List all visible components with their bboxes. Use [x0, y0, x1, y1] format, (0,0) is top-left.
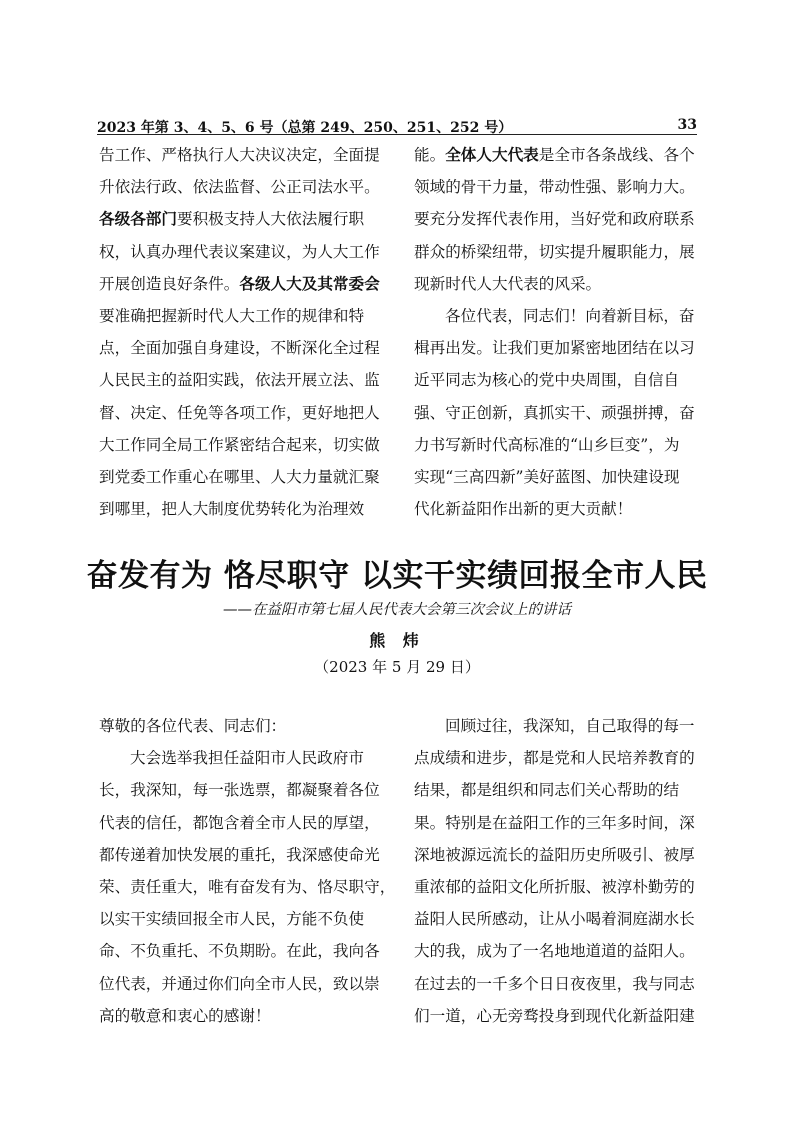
text-line: [99, 935, 382, 967]
text-line: [99, 203, 382, 235]
issue-info: 2023 年第 3、4、5、6 号（总第 249、250、251、252 号）: [97, 120, 513, 136]
article-title: 奋发有为 恪尽职守 以实干实绩回报全市人民: [86, 558, 708, 594]
text-run: 实现“三高四新”美好蓝图、加快建设现: [414, 467, 680, 486]
text-line: [99, 429, 382, 461]
text-line: [99, 968, 382, 1000]
text-run: 点，全面加强自身建设，不断深化全过程: [99, 339, 380, 358]
text-line: [99, 268, 382, 300]
text-run: 群众的桥梁纽带，切实提升履职能力，展: [414, 242, 695, 261]
text-line: [414, 493, 697, 525]
top-right-column: [414, 139, 697, 525]
text-run: 大会选举我担任益阳市人民政府市: [130, 749, 364, 768]
text-line: [99, 493, 382, 525]
text-line: [99, 236, 382, 268]
header-rule: [97, 134, 697, 135]
text-line: [414, 461, 697, 493]
text-run: 开展创造良好条件。: [99, 274, 240, 293]
text-run: 楫再出发。让我们更加紧密地团结在以习: [414, 339, 695, 358]
text-run: 大工作同全局工作紧密结合起来，切实做: [99, 435, 380, 454]
bold-lead-phrase: 全体人大代表: [445, 146, 539, 164]
text-run: 现新时代人大代表的风采。: [414, 274, 602, 293]
text-run: 高的敬意和衷心的感谢！: [99, 1006, 271, 1025]
text-line: [414, 236, 697, 268]
text-line: [414, 710, 697, 742]
text-run: 代化新益阳作出新的更大贡献！: [414, 500, 633, 519]
text-run: 大的我，成为了一名地地道道的益阳人。: [414, 942, 695, 961]
text-line: [414, 171, 697, 203]
text-run: 果。特别是在益阳工作的三年多时间，深: [414, 813, 695, 832]
text-line: [414, 968, 697, 1000]
text-run: 要积极支持人大依法履行职: [176, 210, 365, 229]
text-run: 位代表，并通过你们向全市人民，致以崇: [99, 974, 380, 993]
text-run: 重浓郁的益阳文化所折服、被淳朴勤劳的: [414, 877, 695, 896]
text-line: [99, 139, 382, 171]
text-run: 要准确把握新时代人大工作的规律和特: [99, 306, 365, 325]
text-run: 各位代表，同志们！向着新目标，奋: [445, 306, 695, 325]
text-line: [99, 332, 382, 364]
text-line: [414, 139, 697, 171]
bottom-left-column: [99, 710, 396, 1032]
text-run: 到哪里，把人大制度优势转化为治理效: [99, 500, 365, 519]
text-line: [414, 300, 697, 332]
text-run: 领域的骨干力量，带动性强、影响力大。: [414, 178, 695, 197]
bold-lead-phrase: 各级各部门: [99, 210, 177, 229]
text-run: 荣、责任重大，唯有奋发有为、恪尽职守，: [99, 877, 396, 896]
text-line: [414, 397, 697, 429]
text-line: [414, 903, 697, 935]
text-line: [414, 807, 697, 839]
text-run: 督、决定、任免等各项工作，更好地把人: [99, 403, 380, 422]
text-run: 力书写新时代高标准的“山乡巨变”，为: [414, 435, 680, 454]
text-line: [99, 903, 382, 935]
text-run: 人民民主的益阳实践，依法开展立法、监: [99, 371, 380, 390]
text-run: 告工作、严格执行人大决议决定，全面提: [99, 146, 380, 164]
text-line: [414, 429, 697, 461]
top-left-column: [99, 139, 382, 525]
text-run: 要充分发挥代表作用，当好党和政府联系: [414, 210, 695, 229]
text-run: 益阳人民所感动，让从小喝着洞庭湖水长: [414, 910, 695, 929]
text-run: 权，认真办理代表议案建议，为人大工作: [99, 242, 380, 261]
text-line: [99, 1000, 382, 1032]
text-line: [99, 839, 382, 871]
text-line: [414, 364, 697, 396]
text-run: 命、不负重托、不负期盼。在此，我向各: [99, 942, 380, 961]
text-line: [99, 774, 382, 806]
text-line: [414, 332, 697, 364]
text-line: [99, 710, 382, 742]
text-run: 代表的信任，都饱含着全市人民的厚望，: [99, 813, 380, 832]
text-line: [414, 839, 697, 871]
text-run: 都传递着加快发展的重托，我深感使命光: [99, 845, 380, 864]
text-line: [414, 774, 697, 806]
text-run: 们一道，心无旁骛投身到现代化新益阳建: [414, 1006, 695, 1025]
text-run: 升依法行政、依法监督、公正司法水平。: [99, 178, 380, 197]
page-number: 33: [677, 117, 697, 133]
text-run: 以实干实绩回报全市人民，方能不负使: [99, 910, 365, 929]
bottom-right-column: [414, 710, 697, 1032]
text-run: 在过去的一千多个日日夜夜里，我与同志: [414, 974, 695, 993]
text-line: [414, 1000, 697, 1032]
text-line: [99, 742, 382, 774]
text-line: [414, 742, 697, 774]
text-run: 深地被源远流长的益阳历史所吸引、被厚: [414, 845, 695, 864]
text-run: 到党委工作重心在哪里、人大力量就汇聚: [99, 467, 380, 486]
text-run: 是全市各条战线、各个: [538, 146, 695, 164]
article-subtitle: ——在益阳市第七届人民代表大会第三次会议上的讲话: [223, 602, 571, 618]
article-author: 熊 炜: [369, 631, 425, 650]
text-line: [99, 364, 382, 396]
text-line: [99, 397, 382, 429]
text-run: 强、守正创新，真抓实干、顽强拼搏，奋: [414, 403, 695, 422]
bold-lead-phrase: 各级人大及其常委会: [239, 274, 380, 293]
text-run: 结果，都是组织和同志们关心帮助的结: [414, 781, 680, 800]
text-run: 能。: [414, 146, 446, 164]
text-line: [99, 300, 382, 332]
text-line: [99, 171, 382, 203]
text-run: 尊敬的各位代表、同志们：: [99, 717, 287, 735]
text-line: [414, 871, 697, 903]
running-header: [97, 113, 697, 135]
text-line: [99, 461, 382, 493]
article-date: （2023 年 5 月 29 日）: [314, 658, 480, 676]
text-run: 回顾过往，我深知，自己取得的每一: [445, 717, 695, 735]
text-run: 点成绩和进步，都是党和人民培养教育的: [414, 749, 695, 768]
text-line: [99, 871, 396, 903]
text-line: [99, 807, 382, 839]
text-run: 近平同志为核心的党中央周围，自信自: [414, 371, 680, 390]
text-line: [414, 268, 697, 300]
text-run: 长，我深知，每一张选票，都凝聚着各位: [99, 781, 380, 800]
text-line: [414, 935, 697, 967]
text-line: [414, 203, 697, 235]
